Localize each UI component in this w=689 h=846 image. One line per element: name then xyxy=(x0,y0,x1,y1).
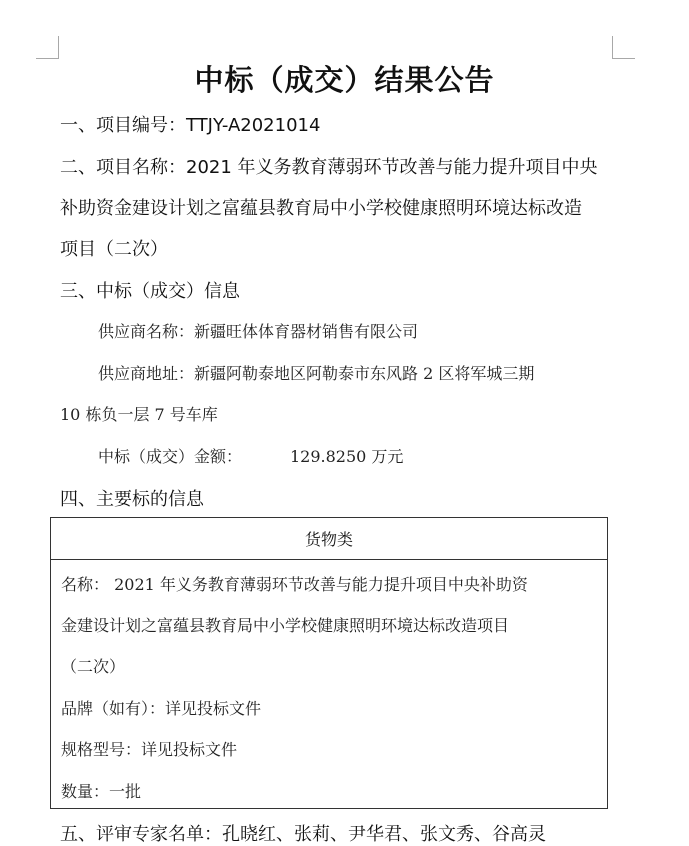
subject-info-table xyxy=(50,517,608,809)
project-name-line-1: 二、项目名称：2021 年义务教育薄弱环节改善与能力提升项目中央 xyxy=(60,157,598,178)
table-name-line-3: （二次） xyxy=(61,657,126,676)
table-header-goods: 货物类 xyxy=(51,518,607,560)
project-number: 一、项目编号：TTJY-A2021014 xyxy=(60,115,321,136)
supplier-address-line-1: 供应商地址：新疆阿勒泰地区阿勒泰市东风路 2 区将军城三期 xyxy=(98,364,535,383)
table-quantity: 数量：一批 xyxy=(61,782,142,801)
document-title: 中标（成交）结果公告 xyxy=(194,63,495,97)
page-corner-mark-right xyxy=(612,36,635,59)
table-name-line-1: 名称： 2021 年义务教育薄弱环节改善与能力提升项目中央补助资 xyxy=(61,575,528,594)
bid-amount-value: 129.8250 万元 xyxy=(290,447,404,466)
project-name-line-2: 补助资金建设计划之富蕴县教育局中小学校健康照明环境达标改造 xyxy=(60,198,582,219)
supplier-address-line-2: 10 栋负一层 7 号车库 xyxy=(60,405,218,424)
page-corner-mark-left xyxy=(36,36,59,59)
table-name-line-2: 金建设计划之富蕴县教育局中小学校健康照明环境达标改造项目 xyxy=(61,616,510,635)
project-name-line-3: 项目（二次） xyxy=(60,239,168,260)
experts-list: 五、评审专家名单：孔晓红、张莉、尹华君、张文秀、谷高灵 xyxy=(60,824,546,845)
section-3-heading: 三、中标（成交）信息 xyxy=(60,281,240,302)
supplier-name: 供应商名称：新疆旺体体育器材销售有限公司 xyxy=(98,322,419,341)
section-4-heading: 四、主要标的信息 xyxy=(60,489,204,510)
table-brand: 品牌（如有）：详见投标文件 xyxy=(61,699,262,718)
bid-amount-label: 中标（成交）金额： xyxy=(98,447,243,466)
table-spec: 规格型号：详见投标文件 xyxy=(61,740,238,759)
